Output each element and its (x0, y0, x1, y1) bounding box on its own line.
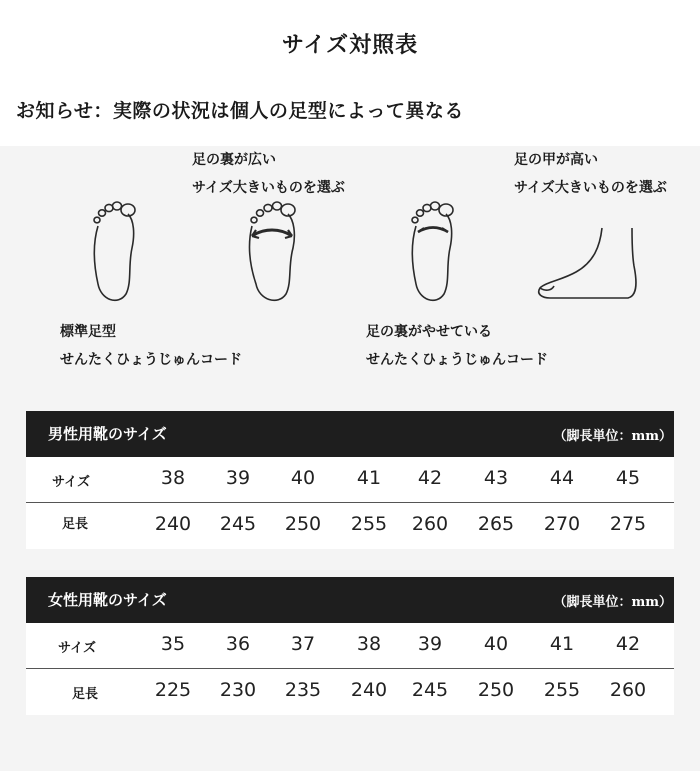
standard-foot-icon (88, 196, 140, 308)
women-length-cell: 225 (154, 679, 192, 701)
women-length-cell: 245 (411, 679, 449, 701)
men-length-cell: 270 (543, 513, 581, 535)
thin-foot-advice: せんたくひょうじゅんコード (366, 352, 548, 368)
wide-foot-title: 足の裏が広い (192, 152, 276, 168)
women-length-cell: 255 (543, 679, 581, 701)
women-size-cell: 35 (160, 633, 186, 655)
men-size-cell: 42 (417, 467, 443, 489)
men-length-cell: 240 (154, 513, 192, 535)
high-instep-advice: サイズ大きいものを選ぶ (514, 180, 667, 196)
notice-text: お知らせ：実際の状況は個人の足型によって異なる (16, 100, 464, 122)
men-length-cell: 275 (609, 513, 647, 535)
men-size-cell: 38 (160, 467, 186, 489)
men-length-cell: 245 (219, 513, 257, 535)
women-length-cell: 240 (350, 679, 388, 701)
thin-foot-label (366, 318, 548, 374)
men-size-cell: 44 (549, 467, 575, 489)
women-length-row (26, 669, 674, 715)
page-title: サイズ対照表 (281, 32, 419, 58)
men-size-cell: 43 (483, 467, 509, 489)
men-length-cell: 265 (477, 513, 515, 535)
women-size-cell: 41 (549, 633, 575, 655)
standard-foot-title: 標準足型 (60, 324, 116, 340)
wide-foot-advice: サイズ大きいものを選ぶ (192, 180, 345, 196)
men-length-cell: 260 (411, 513, 449, 535)
women-table-unit: （脚長単位：mm） (553, 595, 672, 610)
women-size-cell: 40 (483, 633, 509, 655)
men-length-cell: 255 (350, 513, 388, 535)
women-size-cell: 36 (225, 633, 251, 655)
women-length-label: 足長 (72, 687, 99, 702)
women-length-cell: 250 (477, 679, 515, 701)
women-size-row (26, 623, 674, 669)
thin-foot-icon (406, 196, 458, 308)
men-size-row (26, 457, 674, 503)
men-size-cell: 41 (356, 467, 382, 489)
men-size-cell: 45 (615, 467, 641, 489)
standard-foot-advice: せんたくひょうじゅんコード (60, 352, 242, 368)
women-length-cell: 230 (219, 679, 257, 701)
wide-foot-label (192, 146, 345, 202)
men-size-cell: 40 (290, 467, 316, 489)
men-length-label: 足長 (62, 517, 89, 532)
standard-foot-label (60, 318, 242, 374)
men-length-cell: 250 (284, 513, 322, 535)
high-instep-title: 足の甲が高い (514, 152, 598, 168)
women-length-cell: 235 (284, 679, 322, 701)
high-instep-foot-icon (536, 226, 640, 302)
women-size-cell: 37 (290, 633, 316, 655)
men-size-label: サイズ (52, 475, 90, 490)
women-size-cell: 42 (615, 633, 641, 655)
women-size-table (26, 577, 674, 715)
men-size-cell: 39 (225, 467, 251, 489)
men-table-title: 男性用靴のサイズ (48, 425, 167, 443)
women-size-cell: 38 (356, 633, 382, 655)
men-length-row (26, 503, 674, 549)
women-size-label: サイズ (58, 641, 96, 656)
thin-foot-title: 足の裏がやせている (366, 324, 492, 340)
high-instep-label (514, 146, 667, 202)
women-table-header (26, 577, 674, 623)
men-table-unit: （脚長単位：mm） (553, 429, 672, 444)
men-size-table (26, 411, 674, 549)
wide-foot-icon (246, 196, 298, 308)
women-table-title: 女性用靴のサイズ (48, 591, 167, 609)
men-table-header (26, 411, 674, 457)
women-length-cell: 260 (609, 679, 647, 701)
women-size-cell: 39 (417, 633, 443, 655)
